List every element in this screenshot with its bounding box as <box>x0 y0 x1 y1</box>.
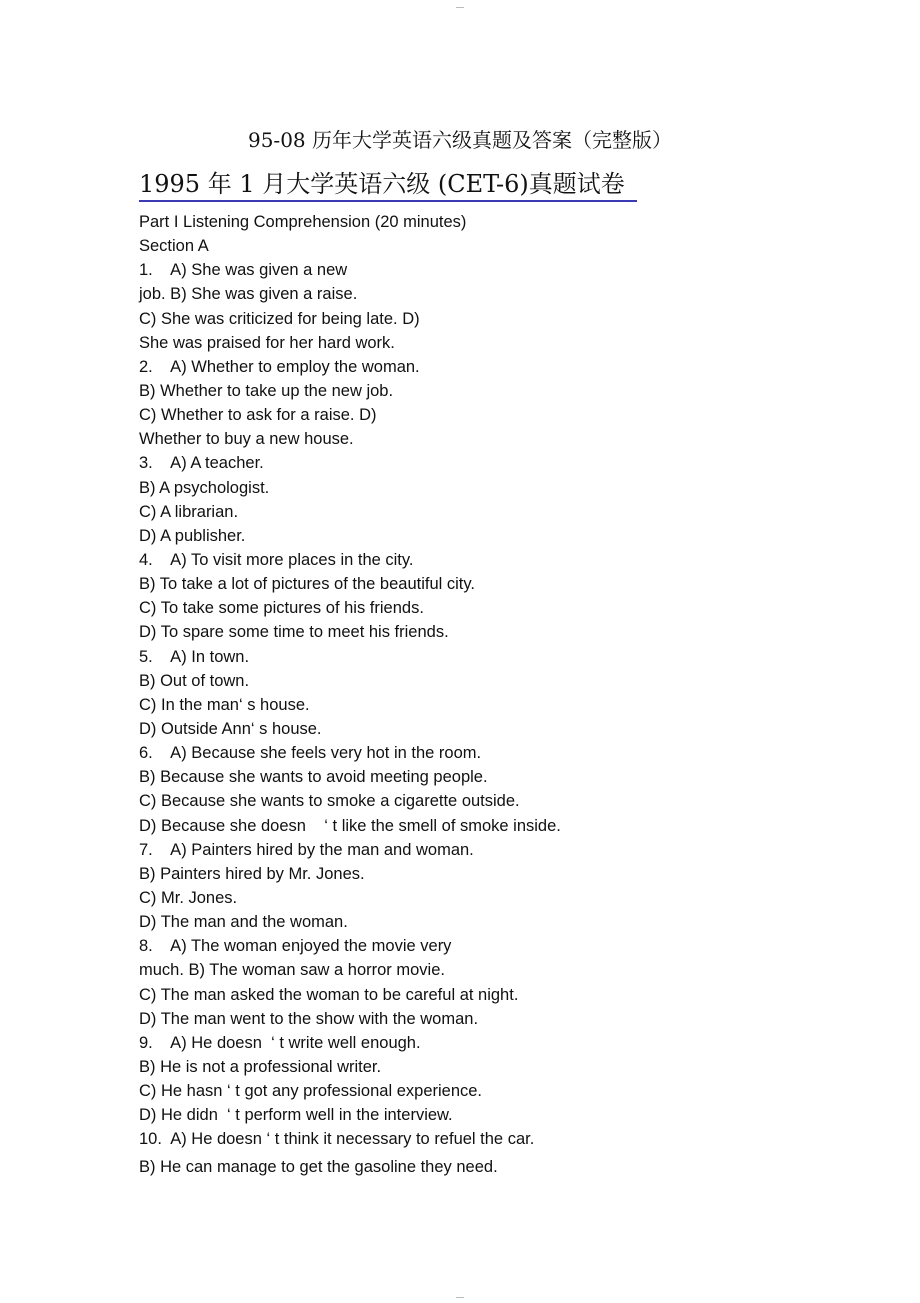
question-line: D) He didn ‘ t perform well in the interview. <box>139 1106 453 1125</box>
question-line: B) Whether to take up the new job. <box>139 381 394 400</box>
question-line: 6. A) Because she feels very hot in the room. <box>139 744 482 763</box>
question-line: C) In the man‘ s house. <box>139 695 310 714</box>
question-line: 10. A) He doesn ‘ t think it necessary to refuel the car. <box>139 1130 535 1149</box>
question-line: C) She was criticized for being late. D) <box>139 309 420 328</box>
question-line: B) Out of town. <box>139 671 250 690</box>
question-line: She was praised for her hard work. <box>139 333 395 352</box>
question-line: D) The man and the woman. <box>139 913 348 932</box>
question-line: D) To spare some time to meet his friends. <box>139 623 449 642</box>
question-line: 5. A) In town. <box>139 647 250 666</box>
question-line: 3. A) A teacher. <box>139 454 264 473</box>
part-heading: Part I Listening Comprehension (20 minutes) <box>139 213 467 231</box>
question-line: 4. A) To visit more places in the city. <box>139 550 414 569</box>
question-line: job. B) She was given a raise. <box>139 285 358 304</box>
question-line: C) A librarian. <box>139 502 239 521</box>
question-line: C) He hasn ‘ t got any professional experience. <box>139 1082 483 1101</box>
page-footer-mark <box>456 1297 464 1298</box>
question-line: 8. A) The woman enjoyed the movie very <box>139 937 452 956</box>
question-line: B) He can manage to get the gasoline they need. <box>139 1158 498 1177</box>
question-line: B) A psychologist. <box>139 478 270 497</box>
question-line: C) The man asked the woman to be careful at night. <box>139 985 519 1004</box>
question-line: B) Because she wants to avoid meeting people. <box>139 768 488 787</box>
question-line: C) To take some pictures of his friends. <box>139 599 424 618</box>
document-title: 95-08 历年大学英语六级真题及答案（完整版） <box>247 128 672 152</box>
question-line: 9. A) He doesn ‘ t write well enough. <box>139 1033 421 1052</box>
question-line: D) The man went to the show with the woman. <box>139 1009 479 1028</box>
question-line: D) Because she doesn ‘ t like the smell of smoke inside. <box>139 816 561 835</box>
exam-title-link[interactable]: 1995 年 1 月大学英语六级 (CET-6)真题试卷 <box>139 169 637 202</box>
question-line: C) Mr. Jones. <box>139 888 238 907</box>
question-line: Whether to buy a new house. <box>139 430 354 449</box>
question-line: B) Painters hired by Mr. Jones. <box>139 864 365 883</box>
question-line: D) Outside Ann‘ s house. <box>139 719 322 738</box>
question-line: much. B) The woman saw a horror movie. <box>139 961 445 980</box>
question-line: D) A publisher. <box>139 526 246 545</box>
question-line: B) He is not a professional writer. <box>139 1057 382 1076</box>
page-header-mark <box>456 7 464 8</box>
section-heading: Section A <box>139 237 209 256</box>
question-line: C) Because she wants to smoke a cigarette outside. <box>139 792 520 811</box>
question-line: 2. A) Whether to employ the woman. <box>139 357 420 376</box>
question-line: 1. A) She was given a new <box>139 261 348 280</box>
question-content <box>139 210 839 1180</box>
question-line: 7. A) Painters hired by the man and woman. <box>139 840 474 859</box>
question-line: C) Whether to ask for a raise. D) <box>139 406 377 425</box>
question-line: B) To take a lot of pictures of the beautiful city. <box>139 575 475 594</box>
